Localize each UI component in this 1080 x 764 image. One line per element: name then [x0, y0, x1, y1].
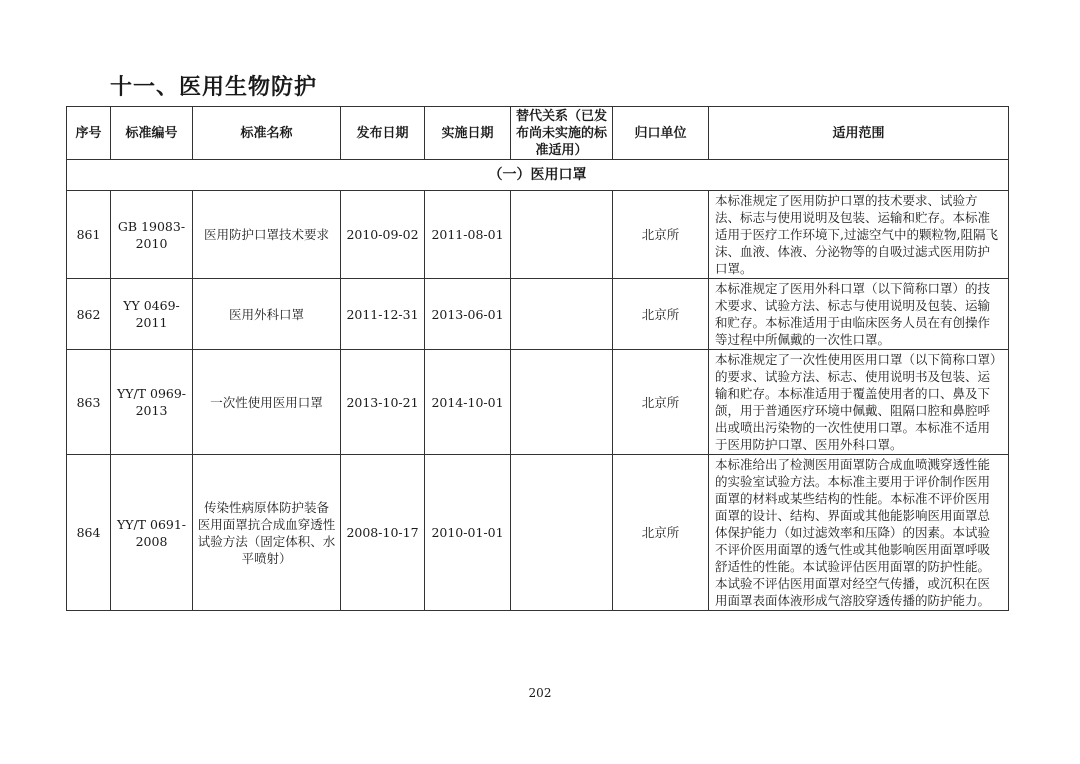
row-name: 医用防护口罩技术要求 [193, 191, 341, 279]
row-seq: 861 [67, 191, 111, 279]
group-label: （一）医用口罩 [67, 160, 1009, 191]
row-replacement [511, 455, 613, 611]
row-effective-date: 2013-06-01 [425, 279, 511, 350]
row-unit: 北京所 [613, 455, 709, 611]
table-row [67, 350, 1009, 455]
header-name: 标准名称 [193, 107, 341, 160]
table-row [67, 455, 1009, 611]
row-unit: 北京所 [613, 279, 709, 350]
row-publish-date: 2010-09-02 [341, 191, 425, 279]
row-replacement [511, 191, 613, 279]
group-row [67, 160, 1009, 191]
row-code: YY 0469-2011 [111, 279, 193, 350]
section-title: 十一、医用生物防护 [110, 75, 318, 100]
row-scope: 本标准规定了医用外科口罩（以下简称口罩）的技术要求、试验方法、标志与使用说明及包装、运输和贮存。本标准适用于由临床医务人员在有创操作等过程中所佩戴的一次性口罩。 [709, 279, 1009, 350]
row-publish-date: 2013-10-21 [341, 350, 425, 455]
row-name: 一次性使用医用口罩 [193, 350, 341, 455]
header-unit: 归口单位 [613, 107, 709, 160]
row-unit: 北京所 [613, 350, 709, 455]
table-row [67, 279, 1009, 350]
row-seq: 863 [67, 350, 111, 455]
row-scope: 本标准规定了医用防护口罩的技术要求、试验方法、标志与使用说明及包装、运输和贮存。本标准适用于医疗工作环境下,过滤空气中的颗粒物,阻隔飞沫、血液、体液、分泌物等的自吸过滤式医用防护口罩。 [709, 191, 1009, 279]
row-seq: 862 [67, 279, 111, 350]
header-replacement: 替代关系（已发布尚未实施的标准适用） [511, 107, 613, 160]
row-replacement [511, 279, 613, 350]
standards-table [66, 106, 1009, 611]
row-effective-date: 2010-01-01 [425, 455, 511, 611]
header-code: 标准编号 [111, 107, 193, 160]
header-seq: 序号 [67, 107, 111, 160]
row-code: YY/T 0691-2008 [111, 455, 193, 611]
header-effective-date: 实施日期 [425, 107, 511, 160]
table-row [67, 191, 1009, 279]
row-name: 医用外科口罩 [193, 279, 341, 350]
row-replacement [511, 350, 613, 455]
row-unit: 北京所 [613, 191, 709, 279]
header-publish-date: 发布日期 [341, 107, 425, 160]
row-effective-date: 2011-08-01 [425, 191, 511, 279]
row-seq: 864 [67, 455, 111, 611]
header-row [67, 107, 1009, 160]
row-code: YY/T 0969-2013 [111, 350, 193, 455]
row-scope: 本标准规定了一次性使用医用口罩（以下简称口罩）的要求、试验方法、标志、使用说明书及包装、运输和贮存。本标准适用于覆盖使用者的口、鼻及下颌，用于普通医疗环境中佩戴、阻隔口腔和鼻腔呼出或喷出污染物的一次性使用口罩。本标准不适用于医用防护口罩、医用外科口罩。 [709, 350, 1009, 455]
row-effective-date: 2014-10-01 [425, 350, 511, 455]
row-publish-date: 2008-10-17 [341, 455, 425, 611]
row-name: 传染性病原体防护装备 医用面罩抗合成血穿透性试验方法（固定体积、水平喷射） [193, 455, 341, 611]
header-scope: 适用范围 [709, 107, 1009, 160]
row-scope: 本标准给出了检测医用面罩防合成血喷溅穿透性能的实验室试验方法。本标准主要用于评价制作医用面罩的材料或某些结构的性能。本标准不评价医用面罩的设计、结构、界面或其他能影响医用面罩总体保护能力（如过滤效率和压降）的因素。本试验不评价医用面罩的透气性或其他影响医用面罩呼吸舒适性的性能。本试验评估医用面罩的防护性能。本试验不评估医用面罩对经空气传播，或沉积在医用面罩表面体液形成气溶胶穿透传播的防护能力。 [709, 455, 1009, 611]
page-number: 202 [528, 686, 552, 700]
row-code: GB 19083-2010 [111, 191, 193, 279]
row-publish-date: 2011-12-31 [341, 279, 425, 350]
